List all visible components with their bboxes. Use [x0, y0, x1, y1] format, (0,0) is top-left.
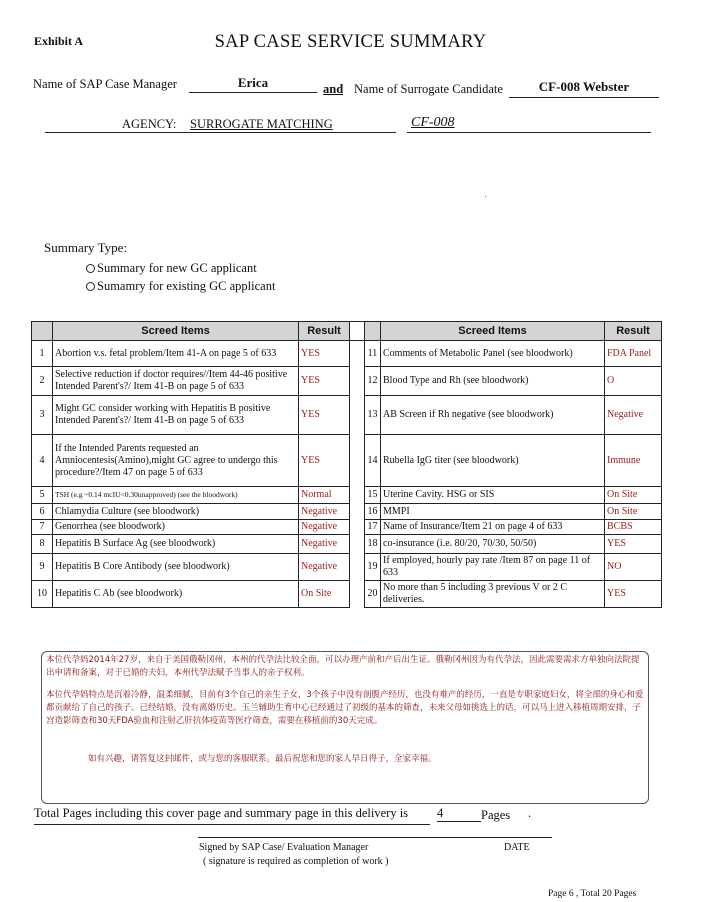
screen-result-left: Negative	[299, 535, 350, 554]
row-number-left: 4	[32, 435, 53, 487]
table-gap	[350, 396, 365, 435]
table-row	[32, 520, 662, 535]
screening-table	[31, 321, 662, 608]
screen-item-left: Hepatitis B Core Antibody (see bloodwork)	[53, 554, 299, 581]
table-gap	[350, 367, 365, 396]
screen-item-right: co-insurance (i.e. 80/20, 70/30, 50/50)	[381, 535, 605, 554]
screen-item-left: TSH (e.g ~0.14 mcIU<0.30unapproved) (see the bloodwork)	[53, 487, 299, 504]
table-row	[32, 341, 662, 367]
screen-result-right: FDA Panel	[605, 341, 662, 367]
row-number-left: 3	[32, 396, 53, 435]
screen-item-left: Chlamydia Culture (see bloodwork)	[53, 504, 299, 520]
summary-option-existing[interactable]	[86, 279, 275, 294]
screen-result-right: YES	[605, 581, 662, 608]
screen-item-left: Hepatitis B Surface Ag (see bloodwork)	[53, 535, 299, 554]
agency-underline	[45, 132, 396, 133]
agency-code-underline	[407, 132, 651, 133]
table-row	[32, 367, 662, 396]
row-number-left: 1	[32, 341, 53, 367]
header-num-right	[365, 322, 381, 341]
header-result-left: Result	[299, 322, 350, 341]
screen-item-right: Rubella IgG titer (see bloodwork)	[381, 435, 605, 487]
screen-result-right: Immune	[605, 435, 662, 487]
table-row	[32, 487, 662, 504]
row-number-left: 7	[32, 520, 53, 535]
row-number-left: 8	[32, 535, 53, 554]
period-mark: .	[528, 806, 532, 820]
notes-paragraph: 本位代孕妈2014年27岁，来自于美国俄勒冈州，本州的代孕法比较全面，可以办理产前和产后出生证。俄勒冈州因为有代孕法，因此需要需求方单独向法院提出申请和备案，对于已婚的夫妇，本州代孕法赋予当事人的亲子权利。	[46, 655, 640, 678]
stray-dot	[485, 196, 486, 197]
signature-note: ( signature is required as completion of work )	[203, 856, 389, 867]
screen-item-left: If the Intended Parents requested an Amniocentesis(Amino),might GC agree to undergo this procedure?/Item 47 on page 5 of 633	[53, 435, 299, 487]
table-row	[32, 581, 662, 608]
page-title: SAP CASE SERVICE SUMMARY	[214, 32, 487, 52]
row-number-right: 11	[365, 341, 381, 367]
screen-item-right: No more than 5 including 3 previous V or 2 C deliveries.	[381, 581, 605, 608]
screen-result-left: Negative	[299, 554, 350, 581]
case-manager-field[interactable]: Erica	[189, 75, 317, 93]
screen-item-right: AB Screen if Rh negative (see bloodwork)	[381, 396, 605, 435]
surrogate-label: Name of Surrogate Candidate	[354, 82, 503, 96]
row-number-right: 19	[365, 554, 381, 581]
total-underline	[34, 824, 430, 825]
notes-box	[41, 651, 649, 804]
table-row	[32, 504, 662, 520]
table-row	[32, 554, 662, 581]
row-number-left: 2	[32, 367, 53, 396]
signature-line[interactable]	[198, 837, 552, 838]
table-gap	[350, 341, 365, 367]
table-gap	[350, 535, 365, 554]
table-header-row	[32, 322, 662, 341]
summary-type-label: Summary Type:	[44, 240, 127, 255]
screen-item-right: Blood Type and Rh (see bloodwork)	[381, 367, 605, 396]
screen-item-left: Selective reduction if doctor requires//Item 44-46 positive Intended Parent's?/ Item 41-B on page 5 of 633	[53, 367, 299, 396]
header-gap	[350, 322, 365, 341]
screen-item-right: Uterine Cavity. HSG or SIS	[381, 487, 605, 504]
summary-option-new[interactable]	[86, 261, 257, 276]
notes-paragraph: 如有兴趣，请答复这封邮件，或与您的客服联系。最后祝您和您的家人早日得子，全家幸福。	[88, 754, 437, 764]
table-gap	[350, 487, 365, 504]
notes-paragraph: 本位代孕妈特点是沉着冷静，温柔细腻，目前有3个自己的亲生子女，3个孩子中没有剖腹产经历，也没有难产的经历，一直是专职家庭妇女，将全部的身心和爱都贡献给了自己的孩子。已经结婚，没有离婚历史。玉兰辅助生育中心已经通过了初级的基本的筛查，未来父母如挑选上的话，可以马上进入移植周期安排，子宫造影筛查和30天FDA验血和注射乙肝抗体疫苗等医疗筛查，需要在移植前的30天完成。	[46, 690, 644, 726]
row-number-right: 17	[365, 520, 381, 535]
screen-item-right: MMPI	[381, 504, 605, 520]
table-gap	[350, 435, 365, 487]
row-number-right: 18	[365, 535, 381, 554]
screen-result-right: O	[605, 367, 662, 396]
header-items-right: Screed Items	[381, 322, 605, 341]
agency-label: AGENCY:	[122, 117, 177, 131]
screen-result-left: Negative	[299, 504, 350, 520]
screen-item-right: Name of Insurance/Item 21 on page 4 of 633	[381, 520, 605, 535]
row-number-left: 6	[32, 504, 53, 520]
screen-item-right: Comments of Metabolic Panel (see bloodwork)	[381, 341, 605, 367]
screen-result-left: YES	[299, 396, 350, 435]
screen-item-left: Genorrhea (see bloodwork)	[53, 520, 299, 535]
page-footer: Page 6 , Total 20 Pages	[548, 889, 637, 899]
screen-item-left: Might GC consider working with Hepatitis B positive Intended Parent's?/ Item 41-B on page 5 of 633	[53, 396, 299, 435]
screen-result-left: YES	[299, 341, 350, 367]
row-number-left: 10	[32, 581, 53, 608]
table-gap	[350, 581, 365, 608]
total-pages-field[interactable]: 4	[437, 806, 481, 822]
summary-option-new-label: Summary for new GC applicant	[97, 261, 257, 275]
date-label: DATE	[504, 842, 530, 853]
row-number-right: 20	[365, 581, 381, 608]
table-row	[32, 535, 662, 554]
header-result-right: Result	[605, 322, 662, 341]
screen-result-left: YES	[299, 435, 350, 487]
radio-circle-icon	[86, 264, 95, 273]
screen-result-left: YES	[299, 367, 350, 396]
screen-result-right: BCBS	[605, 520, 662, 535]
radio-circle-icon	[86, 282, 95, 291]
screen-item-right: If employed, hourly pay rate /Item 87 on page 11 of 633	[381, 554, 605, 581]
summary-option-existing-label: Sumamry for existing GC applicant	[97, 279, 276, 293]
row-number-left: 5	[32, 487, 53, 504]
row-number-right: 15	[365, 487, 381, 504]
screen-result-right: NO	[605, 554, 662, 581]
screen-result-left: Normal	[299, 487, 350, 504]
table-gap	[350, 554, 365, 581]
table-gap	[350, 520, 365, 535]
screen-item-left: Hepatitis C Ab (see bloodwork)	[53, 581, 299, 608]
and-label: and	[323, 82, 344, 96]
row-number-right: 13	[365, 396, 381, 435]
screen-result-left: Negative	[299, 520, 350, 535]
agency-code-field[interactable]: CF-008	[411, 115, 455, 130]
screen-result-left: On Site	[299, 581, 350, 608]
surrogate-field[interactable]: CF-008 Webster	[509, 79, 659, 98]
screen-result-right: On Site	[605, 487, 662, 504]
table-gap	[350, 504, 365, 520]
row-number-right: 16	[365, 504, 381, 520]
table-row	[32, 396, 662, 435]
screen-result-right: On Site	[605, 504, 662, 520]
signed-label: Signed by SAP Case/ Evaluation Manager	[199, 842, 369, 853]
screen-result-right: YES	[605, 535, 662, 554]
row-number-right: 12	[365, 367, 381, 396]
header-items-left: Screed Items	[53, 322, 299, 341]
agency-field[interactable]: SURROGATE MATCHING	[190, 117, 333, 131]
screen-result-right: Negative	[605, 396, 662, 435]
table-row	[32, 435, 662, 487]
pages-label: Pages	[481, 808, 511, 822]
screen-item-left: Abortion v.s. fetal problem/Item 41-A on page 5 of 633	[53, 341, 299, 367]
header-num-left	[32, 322, 53, 341]
row-number-left: 9	[32, 554, 53, 581]
row-number-right: 14	[365, 435, 381, 487]
exhibit-label: Exhibit A	[34, 34, 84, 48]
case-manager-label: Name of SAP Case Manager	[33, 77, 177, 91]
total-pages-label: Total Pages including this cover page and summary page in this delivery is	[34, 806, 409, 820]
